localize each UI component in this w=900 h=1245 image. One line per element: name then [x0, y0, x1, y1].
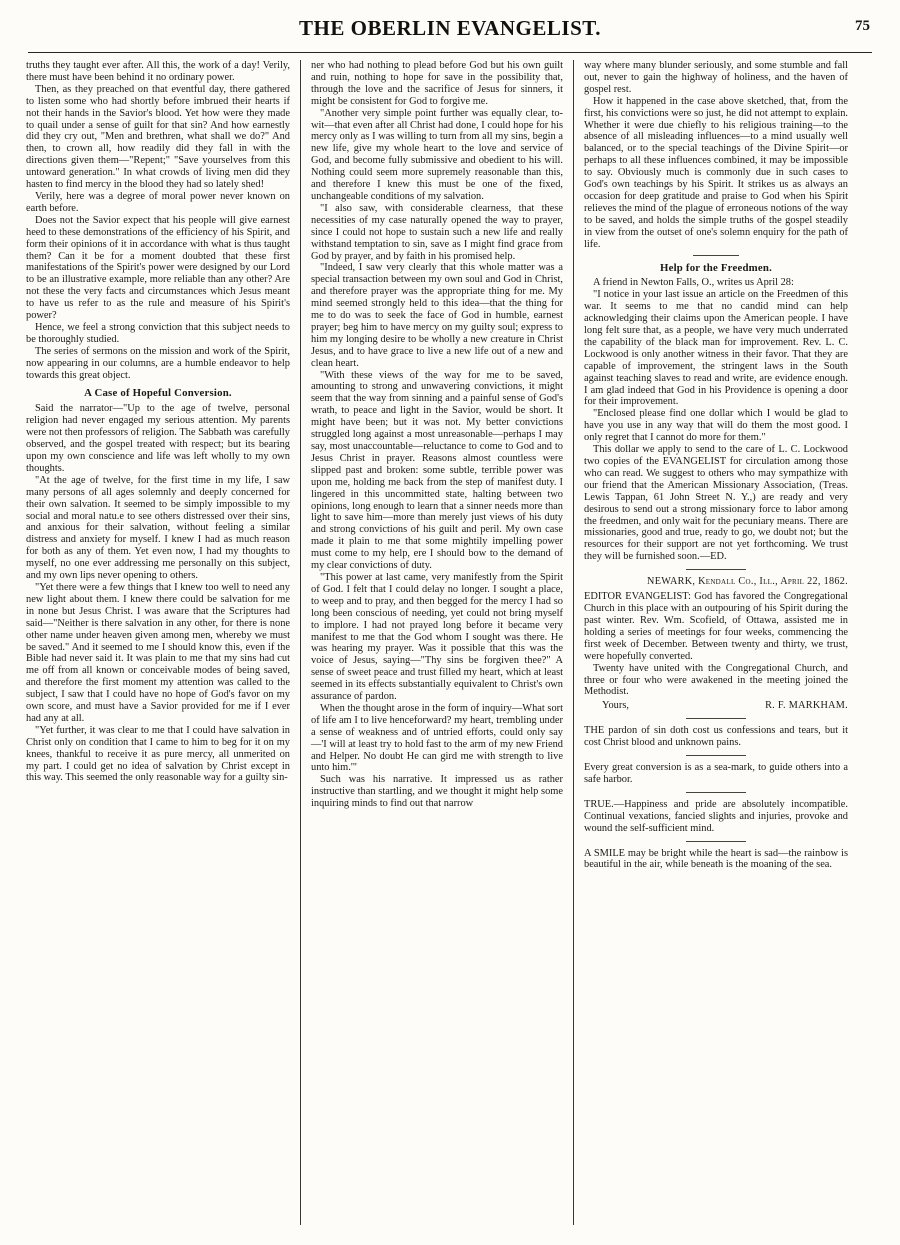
paragraph: "With these views of the way for me to be saved, amounting to strong and unwavering convictions, it might seem that the way from sinning and a painful sense of God's wrath, to peace and light in the Savior, would be short. It might have been; but it was not. My better convictions struggled long against a most unreasonable—perhaps I may say, most unaccountable—reluctance to come to God and to Jesus Christ in prayer. Reasons almost countless were slipped past and broken: some subtle, terrible power was upon me, holding me back from the step of manifest duty. I lingered in this uncommitted state, halting between two opinions, long enough to learn that a sinner needs more than light to save him—more than merely just views of his duty and strong convictions of his guilt and peril. My own case made it plain to me that some mightily impelling power must come to my help, ere I should bow to the demand of my clear convictions of duty. — [311, 369, 563, 572]
snippet-divider-2 — [686, 755, 746, 756]
snippet-divider-3 — [686, 792, 746, 793]
paragraph: This dollar we apply to send to the care of L. C. Lockwood two copies of the EVANGELIST for circulation among those who can read. We suggest to others who may sympathize with our friend that the American Missionary Association, (Treas. Lewis Tappan, 61 John Street N. Y.,) are ready and very desirous to send out a strong missionary force to labor among the freedmen, and only wait for the pecuniary means. There are missionaries, good and true, ready to go, we doubt not; but the resources for their support are not yet forthcoming. We trust they will be furnished soon.—ED. — [584, 444, 848, 563]
snippet: THE pardon of sin doth cost us confessions and tears, but it cost Christ blood and unknown pains. — [584, 725, 848, 749]
snippet: A SMILE may be bright while the heart is sad—the rainbow is beautiful in the air, while beneath is the moaning of the sea. — [584, 847, 848, 871]
paragraph: Such was his narrative. It impressed us as rather instructive than startling, and we thought it might help some inquiring minds to find out that narrow — [311, 774, 563, 810]
paragraph: truths they taught ever after. All this, the work of a day! Verily, there must have been behind it no ordinary power. — [26, 60, 290, 83]
masthead — [26, 14, 874, 48]
paragraph: Twenty have united with the Congregational Church, and three or four who were awakened in the meeting joined the Methodist. — [584, 662, 848, 698]
snippet-divider-4 — [686, 841, 746, 842]
paragraph: How it happened in the case above sketched, that, from the first, his convictions were so just, he did not attempt to explain. Whether it were due chiefly to his religious training—to the absence of all misleading influences—to a mind usually well balanced, or to the special teachings of the Divine Spirit—or perhaps to all these influences combined, it may be impossible to say. Obviously much is commonly due in such cases to God's own teachings by his Spirit. It strikes us as always an occasion for deep gratitude and praise to God when his Spirit relieves the mind of the plague of erroneous notions of the way to be saved, and holds the simple truths of the gospel steadily in view from the outset of one's solemn enquiry for the path of life. — [584, 95, 848, 250]
snippet: Every great conversion is as a sea-mark, to guide others into a safe harbor. — [584, 762, 848, 785]
section-divider — [693, 255, 739, 256]
paragraph: Then, as they preached on that eventful day, there gathered to listen some who had shortly before imbrued their hearts if not their hands in the Savior's blood. Yet how were they made to quail under a sense of guilt for that sin? And how earnestly did they cry out, "Men and brethren, what shall we do?" And then, to crown all, how readily did they fall in with the directions given them—"Repent;" "Save yourselves from this untoward generation." In what crowds of living men did they hasten to find mercy in the blood they had so lately shed! — [26, 83, 290, 191]
signature-name: R. F. MARKHAM. — [765, 700, 848, 712]
column-3 — [574, 60, 848, 1225]
letter-signature — [584, 700, 848, 712]
letter-dateline: NEWARK, Kendall Co., Ill., April 22, 1862. — [647, 576, 848, 588]
paragraph: "Another very simple point further was equally clear, to-wit—that even after all Christ had done, I could hope for his mercy only as I was willing to turn from all my sins, begin a new life, give my whole heart to the love and service of God, and become fully submissive and obedient to his will. Nothing could seem more supremely reasonable than this, and therefore I knew this must be one of the fixed, unchangeable conditions of my salvation. — [311, 107, 563, 202]
snippet: TRUE.—Happiness and pride are absolutely incompatible. Continual vexations, fancied slights and injuries, provoke and wound the self-sufficient mind. — [584, 798, 848, 834]
page-number: 75 — [855, 18, 870, 34]
paragraph: A friend in Newton Falls, O., writes us April 28: — [593, 277, 794, 289]
paragraph: "Yet there were a few things that I knew too well to need any new light about them. I knew there could be salvation for me in none but Jesus Christ. I was aware that the Scriptures had said—"Neither is there salvation in any other, for there is none other name under heaven given among men, whereby we must be saved." And it seemed to me I should know this, even if the Bible had never said it. It was plain to me that my sins had cut me off from all known or conceivable modes of being saved, and therefore the first moment my attention was called to the subject, I saw that I could have no hope of God's favor on my own score, and must have a Savior provided for me if I ever had any at all. — [26, 581, 290, 724]
column-1 — [26, 60, 300, 1225]
paragraph: EDITOR EVANGELIST: God has favored the Congregational Church in this place with an outpouring of his Spirit during the past winter. Rev. Wm. Scofield, of Ottawa, assisted me in holding a series of meetings for four weeks, commencing the first week of December. Between twenty and thirty, we trust, were hopefully converted. — [584, 591, 848, 662]
paragraph: "I notice in your last issue an article on the Freedmen of this war. It seems to me that no candid mind can help acknowledging their claims upon the American people. I have long felt sure that, as a people, we have very much underrated the capability of the black man for improvement. Rev. L. C. Lockwood is only another witness in their favor. That they are capable of improvement, the stringent laws in the South against teaching slaves to read and write, are evidence enough. I am glad indeed that God in his Providence is opening a door for their improvement. — [584, 289, 848, 408]
paragraph: "At the age of twelve, for the first time in my life, I saw many persons of all ages solemnly and deeply concerned for their own salvation. It seemed to be simply impossible to my social and moral natu.e to see others distressed over their sins, and anxious for their salvation, without feeling a similar distress and anxiety for myself. I knew I had as much reason for both as any of them. Yet even now, I had my thoughts to myself, no one ever addressing me personally on this subject, and my own lips never opening to others. — [26, 474, 290, 582]
signature-closing: Yours, — [602, 700, 629, 712]
paragraph: "This power at last came, very manifestly from the Spirit of God. I felt that I could delay no longer. I sought a place, to weep and to pray, and then begged for the mercy I had so long been conscious of needing, yet could not bring myself to implore. I had not prayed long before it became very manifest to me that the God whom I sought was there. He was hearing my prayer. Was it possible that this was the voice of Jesus, saying—"Thy sins be forgiven thee?" A sense of sweet peace and trust filled my heart, which at least seemed in its effects substantially equivalent to Christ's own assurance of pardon. — [311, 571, 563, 703]
section-heading: Help for the Freedmen. — [660, 261, 772, 274]
paragraph: "Enclosed please find one dollar which I would be glad to have you use in any way that will do them the most good. I only regret that I cannot do more for them." — [584, 408, 848, 444]
section-heading: A Case of Hopeful Conversion. — [84, 387, 232, 400]
paragraph: "Indeed, I saw very clearly that this whole matter was a special transaction between my own soul and God in Christ, and therefore prayer was the appropriate thing for me. My mind seemed strongly held to this idea—that the thing for me to do was to seek the face of God in humble, earnest prayer; beg him to have mercy on my guilty soul; express to him my longing desire to be wholly a new creature in Christ Jesus, and to have grace to live a new life out of a new and clean heart. — [311, 262, 563, 369]
page-title: THE OBERLIN EVANGELIST. — [299, 16, 601, 40]
paragraph: "Yet further, it was clear to me that I could have salvation in Christ only on condition that I came to him to beg for it on my knees, thankful to receive it as pure mercy, all unmerited on my part. I could get no idea of salvation by Christ except in this way. This seemed the only reasonable way for a guilty sin- — [26, 724, 290, 784]
letter-divider — [686, 569, 746, 570]
paragraph: "I also saw, with considerable clearness, that these necessities of my case naturally opened the way to prayer, since I could not hope to sustain such a new life and really withstand temptation to sin, save as I might find grace from God by prayer, and by faith in his promised help. — [311, 202, 563, 262]
paragraph: Hence, we feel a strong conviction that this subject needs to be thoroughly studied. — [26, 321, 290, 345]
paragraph: Said the narrator—"Up to the age of twelve, personal religion had never engaged my serious attention. My parents were not then professors of religion. The Sabbath was carefully observed, and the gospel treated with respect; but its bearing upon my own conscience and life was left wholly to my own thoughts. — [26, 403, 290, 474]
snippet-divider-1 — [686, 718, 746, 719]
paragraph: When the thought arose in the form of inquiry—What sort of life am I to live henceforward? my heart, trembling under a sense of weakness and of untried efforts, could only say—'I will at least try to hold fast to the arm of my new Friend and Helper. No doubt He can gird me with strength to live unto him.'" — [311, 702, 563, 774]
paragraph: Does not the Savior expect that his people will give earnest heed to these demonstrations of the efficiency of his Spirit, and form their opinions of it in accordance with what is thus taught them? Can it be for a moment doubted that these first manifestations of the Spirit's power were designed by our Lord to be an illustrative example, more reliable than any other? Are not these the very facts and circumstances which Jesus meant to have us refer to as the rule and measure of his Spirit's power? — [26, 214, 290, 322]
column-2 — [300, 60, 574, 1225]
paragraph: The series of sermons on the mission and work of the Spirit, now appearing in our columns, are a humble endeavor to help towards this great object. — [26, 345, 290, 381]
paragraph: ner who had nothing to plead before God but his own guilt and ruin, nothing to hope for save in the possibility that, through the love and the sacrifice of Jesus for sinners, it might be consistent for God to forgive me. — [311, 60, 563, 107]
paragraph: Verily, here was a degree of moral power never known on earth before. — [26, 190, 290, 214]
paragraph: way where many blunder seriously, and some stumble and fall out, never to gain the highway of holiness, and the haven of gospel rest. — [584, 60, 848, 95]
column-container — [26, 60, 874, 1225]
masthead-divider — [28, 52, 872, 53]
